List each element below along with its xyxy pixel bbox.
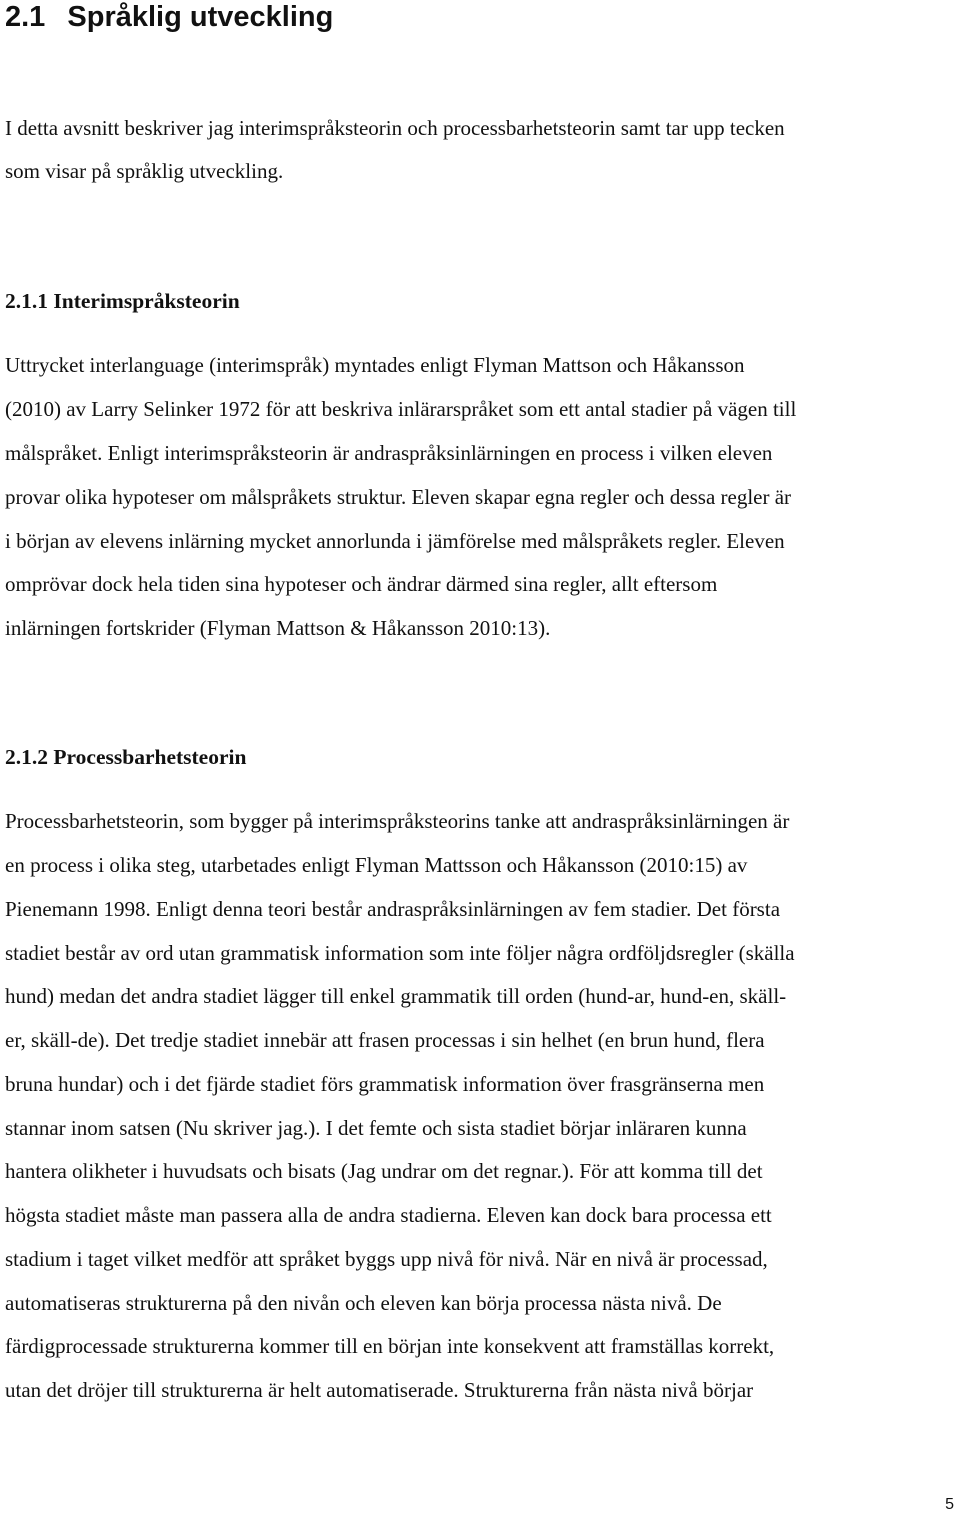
paragraph-line: provar olika hypoteser om målspråkets struktur. Eleven skapar egna regler och dessa regler är bbox=[5, 485, 792, 509]
section-number: 2.1 bbox=[5, 1, 46, 33]
paragraph-line: hantera olikheter i huvudsats och bisats (Jag undrar om det regnar.). För att komma till det bbox=[5, 1159, 763, 1183]
paragraph-line: i början av elevens inlärning mycket annorlunda i jämförelse med målspråkets regler. Eleven bbox=[5, 529, 785, 553]
paragraph-line: inlärningen fortskrider (Flyman Mattson & Håkansson 2010:13). bbox=[5, 616, 551, 640]
paragraph-line: hund) medan det andra stadiet lägger till enkel grammatik till orden (hund-ar, hund-en, skäll- bbox=[5, 984, 787, 1008]
subsection-heading-processbarhet: 2.1.2 Processbarhetsteorin bbox=[5, 745, 247, 769]
section-heading bbox=[5, 0, 333, 34]
paragraph-line: Uttrycket interlanguage (interimspråk) myntades enligt Flyman Mattson och Håkansson bbox=[5, 353, 745, 377]
paragraph-line: stadium i taget vilket medför att språket byggs upp nivå för nivå. När en nivå är processad, bbox=[5, 1247, 768, 1271]
paragraph-line: Pienemann 1998. Enligt denna teori består andraspråksinlärningen av fem stadier. Det första bbox=[5, 897, 781, 921]
paragraph-line: er, skäll-de). Det tredje stadiet innebär att frasen processas i sin helhet (en brun hund, flera bbox=[5, 1028, 765, 1052]
paragraph-line: en process i olika steg, utarbetades enligt Flyman Mattsson och Håkansson (2010:15) av bbox=[5, 853, 748, 877]
subsection-heading-interimsprak: 2.1.1 Interimspråksteorin bbox=[5, 289, 240, 313]
paragraph-line: omprövar dock hela tiden sina hypoteser och ändrar därmed sina regler, allt eftersom bbox=[5, 572, 718, 596]
paragraph-line: stadiet består av ord utan grammatisk information som inte följer några ordföljdsregler (skälla bbox=[5, 941, 795, 965]
paragraph-line: bruna hundar) och i det fjärde stadiet förs grammatisk information över frasgränserna men bbox=[5, 1072, 765, 1096]
paragraph-line: utan det dröjer till strukturerna är helt automatiserade. Strukturerna från nästa nivå börjar bbox=[5, 1378, 754, 1402]
paragraph-line: färdigprocessade strukturerna kommer till en början inte konsekvent att framställas korrekt, bbox=[5, 1334, 775, 1358]
paragraph-line: högsta stadiet måste man passera alla de andra stadierna. Eleven kan dock bara processa ett bbox=[5, 1203, 772, 1227]
section-title: Språklig utveckling bbox=[67, 1, 334, 33]
paragraph-line: stannar inom satsen (Nu skriver jag.). I det femte och sista stadiet börjar inläraren kunna bbox=[5, 1116, 747, 1140]
page-number: 5 bbox=[945, 1496, 954, 1513]
intro-line-1: I detta avsnitt beskriver jag interimspråksteorin och processbarhetsteorin samt tar upp tecken bbox=[5, 116, 785, 140]
paragraph-line: automatiseras strukturerna på den nivån och eleven kan börja processa nästa nivå. De bbox=[5, 1291, 722, 1315]
paragraph-line: Processbarhetsteorin, som bygger på interimspråksteorins tanke att andraspråksinlärningen är bbox=[5, 809, 790, 833]
intro-line-2: som visar på språklig utveckling. bbox=[5, 159, 284, 183]
paragraph-line: målspråket. Enligt interimspråksteorin är andraspråksinlärningen en process i vilken eleven bbox=[5, 441, 773, 465]
paragraph-line: (2010) av Larry Selinker 1972 för att beskriva inlärarspråket som ett antal stadier på vägen till bbox=[5, 397, 797, 421]
